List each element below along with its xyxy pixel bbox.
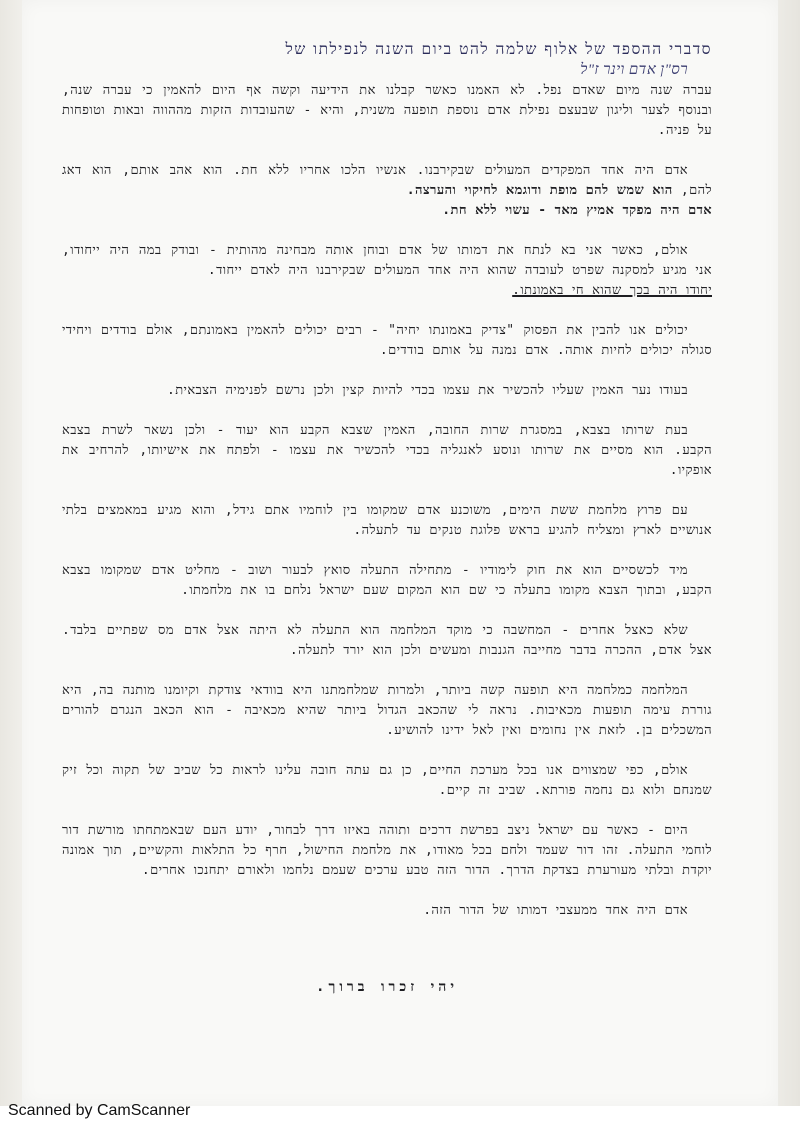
paragraph-service: בעת שרותו בצבא, במסגרת שרות החובה, האמין שצבא הקבע הוא יעוד - ולכן נשאר לשרת בצבא הקבע. הוא מסיים את שרותו ונוסע לאנגליה בכדי להכשיר את עצמו - ולפתח את אישיותו, להרחיב את אופקיו. bbox=[62, 423, 712, 478]
paragraph-war-pain: המלחמה כמלחמה היא תופעה קשה ביותר, ולמרות שמלחמתנו היא בוודאי צודקת וקיומנו מותנה בה, היא גוררת עימה תופעות מכאיבות. נראה לי שהכאב הגדול ביותר שהיא מכאיבה - הוא הכאב הנגרם להורים המשכלים בן. לזאת אין נחומים ואין לאל ידינו להושיע. bbox=[62, 683, 712, 738]
paragraph-today: היום - כאשר עם ישראל ניצב בפרשת דרכים ותוהה באיזו דרך לבחור, יודע העם שבאמתחתו מורשת דור לוחמי התעלה. זהו דור שעמד ולחם בכל מאודו, את מלחמת החישול, חרף כל התלאות והקשיים, תוך אמונה יוקדת ובלתי מעורערת בצדקת הדרך. הדור הזה טבע ערכים שעמם נלחמו ולאורם יתחנכו אחרים. bbox=[62, 823, 712, 878]
uniqueness-underlined-text: יחודו היה בכך שהוא חי באמונתו. bbox=[512, 283, 712, 298]
paragraph-six-day-war: עם פרוץ מלחמת ששת הימים, משוכנע אדם שמקומו בין לוחמיו אתם גידל, והוא מגיע במאמצים בלתי אנושיים לארץ ומצליח להגיע בראש פלוגת טנקים עד לתעלה. bbox=[62, 503, 712, 538]
paragraph-commander bbox=[62, 161, 712, 221]
uniqueness-text: אולם, כאשר אני בא לנתח את דמותו של אדם ובוחן אותה מבחינה מהותית - ובודק במה היה ייחודו, אני מגיע למסקנה שפרט לעובדה שהוא היה אחד המעולים שבקירבנו היה לאדם ייחוד. bbox=[62, 243, 712, 278]
paragraph-hope: אולם, כפי שמצווים אנו בכל מערכת החיים, כן גם עתה חובה עלינו לראות כל שביב של תקוה וכל זיק שמנחם ולוא גם נחמה פורתא. שביב זה קיים. bbox=[62, 763, 712, 798]
paragraph-faith: יכולים אנו להבין את הפסוק "צדיק באמונתו יחיה" - רבים יכולים להאמין באמונתם, אולם בודדים ויחידי סגולה יכולים לחיות אותה. אדם נמנה על אותם בודדים. bbox=[62, 323, 712, 358]
signoff: יהי זכרו ברוך. bbox=[316, 979, 458, 995]
paragraph-uniqueness bbox=[62, 241, 712, 301]
camscanner-watermark: Scanned by CamScanner bbox=[8, 1102, 191, 1119]
paragraph-youth: בעודו נער האמין שעליו להכשיר את עצמו בכדי להיות קצין ולכן נרשם לפנימיה הצבאית. bbox=[166, 383, 688, 398]
title-text: סדברי ההספד של אלוף שלמה להט ביום השנה לנפילתו של bbox=[285, 40, 712, 58]
paragraph-closing: אדם היה אחד ממעצבי דמותו של הדור הזה. bbox=[423, 903, 688, 918]
eulogy-document bbox=[62, 28, 712, 997]
document-title bbox=[62, 38, 712, 60]
handwritten-line bbox=[62, 60, 712, 81]
commander-brave-text: אדם היה מפקד אמיץ מאד - עשוי ללא חת. bbox=[442, 203, 712, 218]
paragraph-opening: עברה שנה מיום שאדם נפל. לא האמנו כאשר קבלנו את הידיעה וקשה אף היום להאמין כי עברה שנה, ובנוסף לצער וליגון שבעצם נפילת אדם נוספת תופעה משנית, והיא - שהעובדות הזקות מההווה ובאות וטופחות על פניה. bbox=[62, 83, 712, 138]
paragraph-canal: מיד לכשסיים הוא את חוק לימודיו - מתחילה התעלה סואץ לבעור ושוב - מחליט אדם שמקומו בצבא הקבע, ובתוך הצבא מקומו בתעלה כי שם הוא המקום שעם ישראל נלחם בו את מלחמתו. bbox=[62, 563, 712, 598]
handwritten-name: רס"ן אדם וינר ז"ל bbox=[580, 62, 688, 78]
commander-text: אדם היה אחד המפקדים המעולים שבקירבנו. אנשיו הלכו אחריו ללא חת. הוא אהב אותם, הוא דאג להם, bbox=[62, 163, 712, 198]
paragraph-unlike-others: שלא כאצל אחרים - המחשבה כי מוקד המלחמה הוא התעלה לא היתה אצל אדם מס שפתיים בלבד. אצל אדם, ההכרה בדבר מחייבה הגנבות ומעשים ולכן הוא יורד לתעלה. bbox=[62, 623, 712, 658]
commander-bold-text: הוא שמש להם מופת ודוגמא לחיקוי והערצה. bbox=[406, 183, 673, 198]
